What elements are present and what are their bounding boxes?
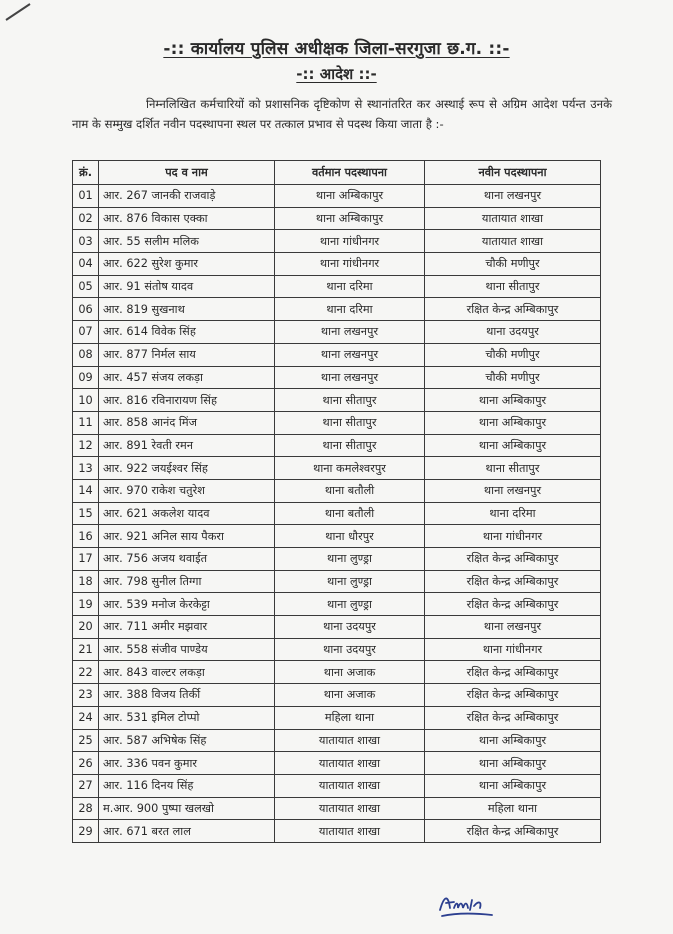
table-row [73,434,601,457]
current-posting-cell: थाना लुण्ड्रा [275,593,425,616]
new-posting-cell: थाना दरिमा [425,502,601,525]
serial-number-cell: 16 [73,525,99,548]
rank-name-cell: आर. 816 रविनारायण सिंह [99,389,275,412]
table-row [73,616,601,639]
current-posting-cell: थाना लुण्ड्रा [275,570,425,593]
rank-name-cell: आर. 798 सुनील तिग्गा [99,570,275,593]
new-posting-cell: यातायात शाखा [425,230,601,253]
current-posting-cell: यातायात शाखा [275,820,425,843]
table-body [73,185,601,843]
table-row [73,820,601,843]
serial-number-cell: 14 [73,479,99,502]
current-posting-cell: यातायात शाखा [275,797,425,820]
current-posting-cell: थाना दरिमा [275,275,425,298]
rank-name-cell: आर. 116 दिनय सिंह [99,774,275,797]
serial-number-cell: 15 [73,502,99,525]
current-posting-cell: थाना गांधीनगर [275,230,425,253]
table-row [73,207,601,230]
rank-name-cell: आर. 457 संजय लकड़ा [99,366,275,389]
current-posting-cell: थाना उदयपुर [275,616,425,639]
rank-name-cell: आर. 91 संतोष यादव [99,275,275,298]
serial-number-cell: 19 [73,593,99,616]
table-row [73,366,601,389]
table-row [73,389,601,412]
new-posting-cell: रक्षित केन्द्र अम्बिकापुर [425,548,601,571]
new-posting-cell: थाना लखनपुर [425,616,601,639]
serial-number-cell: 02 [73,207,99,230]
serial-number-cell: 03 [73,230,99,253]
new-posting-cell: थाना लखनपुर [425,479,601,502]
table-row [73,275,601,298]
current-posting-cell: महिला थाना [275,706,425,729]
current-posting-cell: थाना दरिमा [275,298,425,321]
current-posting-cell: थाना सीतापुर [275,434,425,457]
new-posting-cell: थाना सीतापुर [425,457,601,480]
current-posting-cell: थाना सीतापुर [275,411,425,434]
new-posting-cell: थाना अम्बिकापुर [425,434,601,457]
serial-number-cell: 09 [73,366,99,389]
header-row [73,161,601,185]
table-row [73,230,601,253]
current-posting-cell: थाना धौरपुर [275,525,425,548]
rank-name-cell: आर. 819 सुखनाथ [99,298,275,321]
current-posting-cell: थाना गांधीनगर [275,253,425,276]
new-posting-cell: थाना अम्बिकापुर [425,389,601,412]
col-header-serial: क्रं. [73,161,99,185]
new-posting-cell: चौकी मणीपुर [425,366,601,389]
current-posting-cell: थाना उदयपुर [275,638,425,661]
new-posting-cell: महिला थाना [425,797,601,820]
current-posting-cell: थाना अजाक [275,684,425,707]
table-header [73,161,601,185]
rank-name-cell: आर. 921 अनिल साय पैकरा [99,525,275,548]
serial-number-cell: 27 [73,774,99,797]
new-posting-cell: थाना गांधीनगर [425,638,601,661]
rank-name-cell: आर. 614 विवेक सिंह [99,321,275,344]
current-posting-cell: थाना कमलेश्वरपुर [275,457,425,480]
new-posting-cell: रक्षित केन्द्र अम्बिकापुर [425,820,601,843]
rank-name-cell: आर. 858 आनंद मिंज [99,411,275,434]
new-posting-cell: यातायात शाखा [425,207,601,230]
new-posting-cell: चौकी मणीपुर [425,343,601,366]
table-row [73,411,601,434]
col-header-name: पद व नाम [99,161,275,185]
rank-name-cell: आर. 621 अकलेश यादव [99,502,275,525]
table-row [73,457,601,480]
serial-number-cell: 13 [73,457,99,480]
serial-number-cell: 01 [73,185,99,208]
serial-number-cell: 23 [73,684,99,707]
table-row [73,729,601,752]
new-posting-cell: थाना अम्बिकापुर [425,411,601,434]
current-posting-cell: थाना अजाक [275,661,425,684]
current-posting-cell: थाना लखनपुर [275,321,425,344]
new-posting-cell: थाना गांधीनगर [425,525,601,548]
rank-name-cell: म.आर. 900 पुष्पा खलखो [99,797,275,820]
table-row [73,684,601,707]
table-row [73,548,601,571]
serial-number-cell: 26 [73,752,99,775]
rank-name-cell: आर. 970 राकेश चतुरेश [99,479,275,502]
rank-name-cell: आर. 711 अमीर मझवार [99,616,275,639]
rank-name-cell: आर. 539 मनोज केरकेट्टा [99,593,275,616]
table-row [73,797,601,820]
table-row [73,343,601,366]
table-row [73,706,601,729]
rank-name-cell: आर. 587 अभिषेक सिंह [99,729,275,752]
current-posting-cell: यातायात शाखा [275,729,425,752]
pen-mark-icon [4,2,34,22]
rank-name-cell: आर. 267 जानकी राजवाड़े [99,185,275,208]
current-posting-cell: थाना लखनपुर [275,366,425,389]
rank-name-cell: आर. 558 संजीव पाण्डेय [99,638,275,661]
rank-name-cell: आर. 877 निर्मल साय [99,343,275,366]
serial-number-cell: 10 [73,389,99,412]
rank-name-cell: आर. 876 विकास एक्का [99,207,275,230]
rank-name-cell: आर. 336 पवन कुमार [99,752,275,775]
rank-name-cell: आर. 891 रेवती रमन [99,434,275,457]
table-row [73,525,601,548]
new-posting-cell: चौकी मणीपुर [425,253,601,276]
serial-number-cell: 29 [73,820,99,843]
order-heading: -:: आदेश ::- [296,65,377,83]
table-row [73,593,601,616]
current-posting-cell: थाना सीतापुर [275,389,425,412]
new-posting-cell: रक्षित केन्द्र अम्बिकापुर [425,298,601,321]
new-posting-cell: थाना उदयपुर [425,321,601,344]
table-row [73,321,601,344]
current-posting-cell: थाना बतौली [275,479,425,502]
new-posting-cell: थाना अम्बिकापुर [425,752,601,775]
current-posting-cell: यातायात शाखा [275,774,425,797]
current-posting-cell: थाना लुण्ड्रा [275,548,425,571]
serial-number-cell: 24 [73,706,99,729]
new-posting-cell: थाना सीतापुर [425,275,601,298]
table-row [73,774,601,797]
order-paragraph: निम्नलिखित कर्मचारियों को प्रशासनिक दृष्टिकोण से स्थानांतरित कर अस्थाई रूप से अग्रिम आदेश पर्यन्त उनके नाम के सम्मुख दर्शित नवीन पदस्थापना स्थल पर तत्काल प्रभाव से पदस्थ किया जाता है :- [72,97,612,131]
current-posting-cell: थाना लखनपुर [275,343,425,366]
transfer-table [72,160,601,843]
rank-name-cell: आर. 622 सुरेश कुमार [99,253,275,276]
new-posting-cell: थाना अम्बिकापुर [425,729,601,752]
rank-name-cell: आर. 388 विजय तिर्की [99,684,275,707]
table-row [73,570,601,593]
new-posting-cell: थाना अम्बिकापुर [425,774,601,797]
serial-number-cell: 20 [73,616,99,639]
current-posting-cell: थाना अम्बिकापुर [275,185,425,208]
rank-name-cell: आर. 671 बरत लाल [99,820,275,843]
serial-number-cell: 05 [73,275,99,298]
new-posting-cell: रक्षित केन्द्र अम्बिकापुर [425,593,601,616]
serial-number-cell: 17 [73,548,99,571]
serial-number-cell: 25 [73,729,99,752]
rank-name-cell: आर. 55 सलीम मलिक [99,230,275,253]
table-row [73,298,601,321]
current-posting-cell: थाना अम्बिकापुर [275,207,425,230]
new-posting-cell: थाना लखनपुर [425,185,601,208]
serial-number-cell: 12 [73,434,99,457]
serial-number-cell: 04 [73,253,99,276]
serial-number-cell: 22 [73,661,99,684]
table-row [73,638,601,661]
current-posting-cell: यातायात शाखा [275,752,425,775]
serial-number-cell: 11 [73,411,99,434]
table-row [73,185,601,208]
table-row [73,253,601,276]
new-posting-cell: रक्षित केन्द्र अम्बिकापुर [425,661,601,684]
serial-number-cell: 21 [73,638,99,661]
col-header-current-posting: वर्तमान पदस्थापना [275,161,425,185]
document-title: -:: कार्यालय पुलिस अधीक्षक जिला-सरगुजा छ.ग. ::- [163,39,510,59]
rank-name-cell: आर. 531 इमिल टोप्पो [99,706,275,729]
col-header-new-posting: नवीन पदस्थापना [425,161,601,185]
serial-number-cell: 06 [73,298,99,321]
table-row [73,479,601,502]
table-row [73,661,601,684]
rank-name-cell: आर. 922 जयईश्वर सिंह [99,457,275,480]
serial-number-cell: 08 [73,343,99,366]
table-row [73,752,601,775]
current-posting-cell: थाना बतौली [275,502,425,525]
rank-name-cell: आर. 843 वाल्टर लकड़ा [99,661,275,684]
serial-number-cell: 18 [73,570,99,593]
table-row [73,502,601,525]
signature-icon [436,888,500,922]
serial-number-cell: 07 [73,321,99,344]
new-posting-cell: रक्षित केन्द्र अम्बिकापुर [425,684,601,707]
new-posting-cell: रक्षित केन्द्र अम्बिकापुर [425,706,601,729]
serial-number-cell: 28 [73,797,99,820]
rank-name-cell: आर. 756 अजय थवाईत [99,548,275,571]
new-posting-cell: रक्षित केन्द्र अम्बिकापुर [425,570,601,593]
